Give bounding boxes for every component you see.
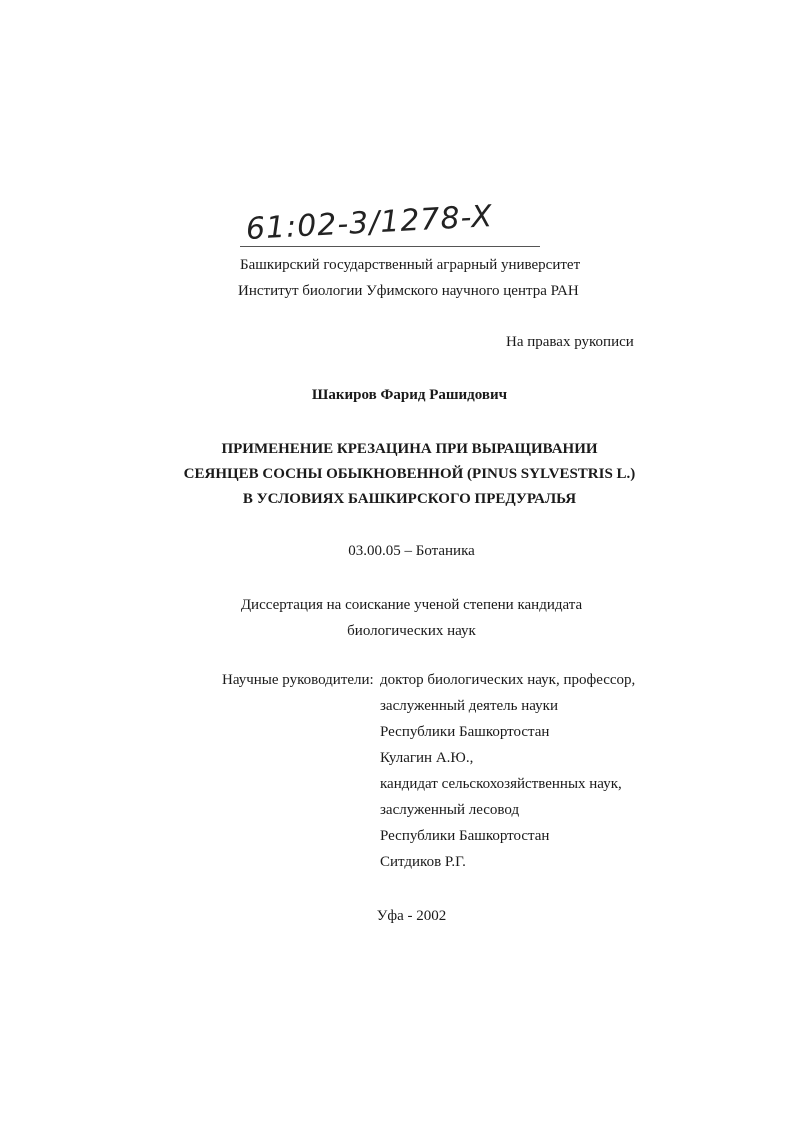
institute-name: Институт биологии Уфимского научного центра РАН: [238, 283, 579, 299]
supervisor-line: Республики Башкортостан: [380, 724, 550, 740]
supervisor-line: заслуженный лесовод: [380, 802, 520, 818]
archive-code-handwritten: 61:02-3/1278-X: [245, 199, 494, 247]
university-name: Башкирский государственный аграрный университет: [240, 257, 581, 273]
supervisor-line: кандидат сельскохозяйственных наук,: [380, 776, 622, 792]
supervisor-line: доктор биологических наук, профессор,: [380, 672, 636, 688]
author-name: Шакиров Фарид Рашидович: [311, 387, 508, 403]
manuscript-note: На правах рукописи: [506, 334, 634, 350]
supervisor-line: заслуженный деятель науки: [380, 698, 558, 714]
supervisors-label: Научные руководители:: [222, 672, 374, 688]
handwritten-underline: [240, 246, 540, 247]
title-line-1: ПРИМЕНЕНИЕ КРЕЗАЦИНА ПРИ ВЫРАЩИВАНИИ: [221, 441, 598, 457]
supervisor-line: Кулагин А.Ю.,: [380, 750, 474, 766]
title-line-3: В УСЛОВИЯХ БАШКИРСКОГО ПРЕДУРАЛЬЯ: [242, 491, 577, 507]
supervisor-line: Ситдиков Р.Г.: [380, 854, 466, 870]
place-year: Уфа - 2002: [376, 908, 447, 924]
specialty-code: 03.00.05 – Ботаника: [348, 543, 475, 559]
degree-line-1: Диссертация на соискание ученой степени кандидата: [240, 597, 583, 613]
supervisor-line: Республики Башкортостан: [380, 828, 550, 844]
title-line-2: СЕЯНЦЕВ СОСНЫ ОБЫКНОВЕННОЙ (PINUS SYLVESTRIS L.): [183, 466, 636, 482]
degree-line-2: биологических наук: [347, 623, 476, 639]
